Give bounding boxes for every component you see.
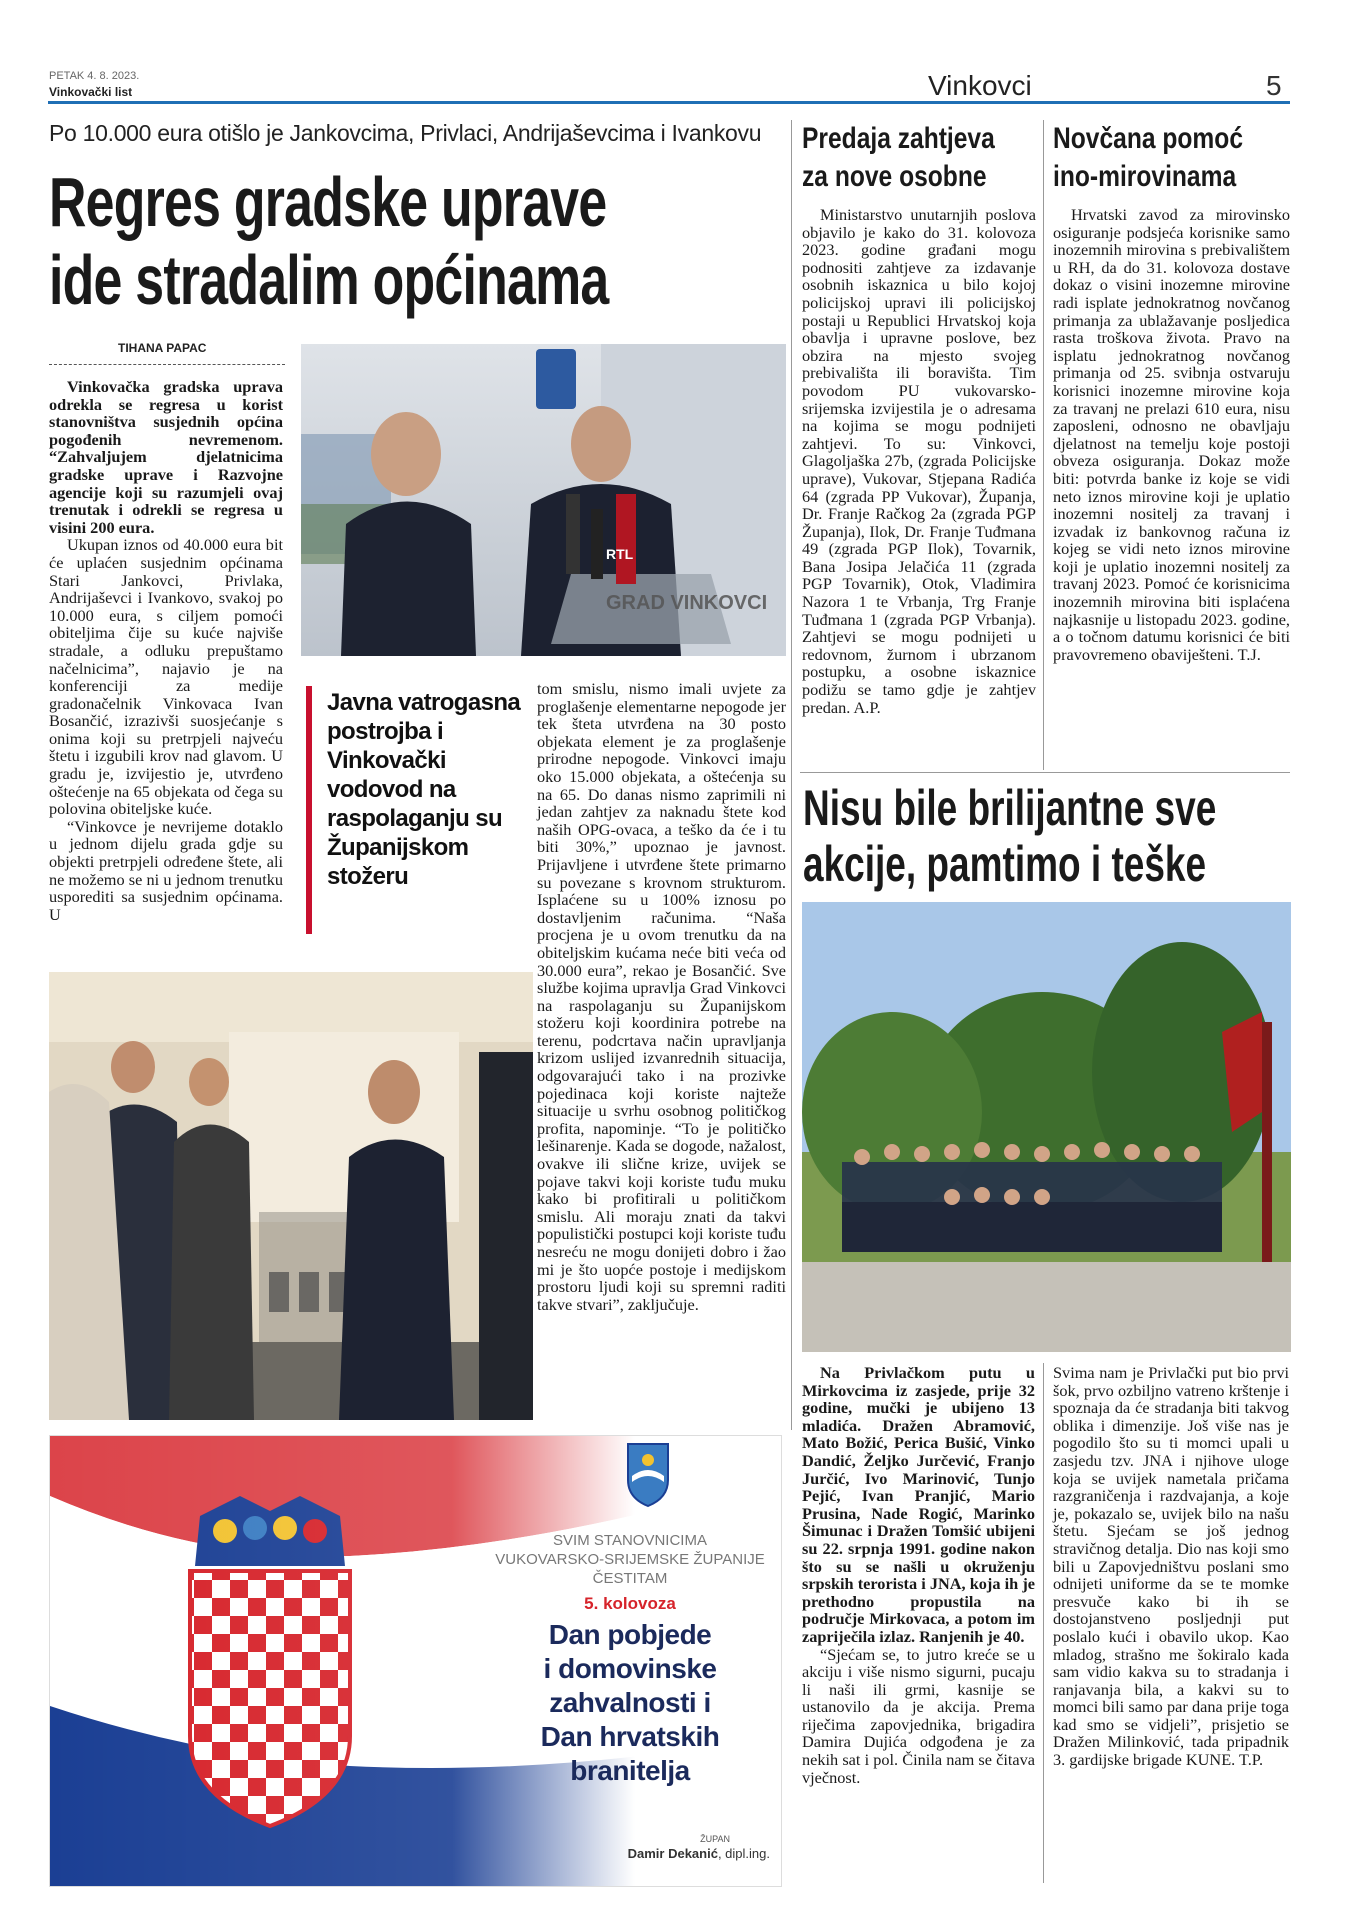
main-column-1 xyxy=(49,378,283,923)
byline-rule xyxy=(49,364,285,365)
divider-1 xyxy=(791,120,792,1430)
headline-line-1: Regres gradske uprave xyxy=(49,163,607,241)
box1-text: Ministarstvo unutarnjih poslova objavilo je kako do 31. kolovoza 2023. godine građani mogu podnositi zahtjeve za izdavanje osobnih iskaznica u bilo kojoj policijskoj upravi ili policijskoj postaji u Republici Hrvatskoj koja obavlja i upravne poslove, bez obzira na mjesto svojeg prebivališta ili boravišta. Tim povodom PU vukovarsko-srijemska izvijestila je o adresama na kojima se mogu podnijeti zahtjevi. To su: Vinkovci, Glagoljaška 27b, (zgrada Policijske uprave), Vukovar, Stjepana Radića 64 (zgrada PP Vukovar), Županja, Dr. Franje Račkog 2a (zgrada PGP Županja), Ilok, Dr. Franje Tuđmana 49 (zgrada PGP Ilok), Tovarnik, Bana Josipa Jelačića 11 (zgrada PGP Tovarnik), Otok, Vladimira Nazora 1 te Vrbanja, Trg Franje Tuđmana 1 (zgrada PGP Vrbanja). Zahtjevi se mogu podnijeti u redovnom, žurnom i ubrzanom postupku, a osobne iskaznice podižu se tamo gdje je zahtjev predan. A.P. xyxy=(802,205,1036,717)
main-paragraph-3: tom smislu, nismo imali uvjete za proglašenje elementarne nepogode jer tek šteta utvrđena na 30 posto objekata element je za proglašenje prirodne nepogode. Vinkovci imaju oko 15.000 objekata, a oštećenja su na 65. Do danas nismo zaprimili ni jedan zahtjev za naknadu štete kod naših OPG-ovaca, a teško da će i tu biti 30%,” upoznao je javnost. Prijavljene i utvrđene štete primarno su povezane s krovnom strukturom. Isplaćene su u 100% iznosu po dostavljenim računima. “Naša procjena je u ovom trenutku da na obiteljskim kućama neće biti veća od 30.000 eura”, rekao je Bosančić. Sve službe kojima upravlja Grad Vinkovci na raspolaganju su Županijskom stožeru koji koordinira potrebe na terenu, podcrtava način upravljanja krizom uslijed izvanrednih situacija, odgovarajući tako i na prozivke pojedinaca koji koriste najteže situacije u svrhu osobnog političkog profita, napominje. “To je političko lešinarenje. Kada se dogode, nažalost, ovakve ili slične krize, uvijek se pojave takvi koji koriste tuđu muku kako bi profitirali u političkom smislu. Ali moraju znati da takvi populistički postupci koji koriste tuđu nesreću ne mogu donijeti dobro i žao mi je što uopće postoje i medijskom prostoru ljudi koji su spremni raditi takve stvari”, zaključuje. xyxy=(537,679,786,1314)
story2-headline-line-1: Nisu bile brilijantne sve xyxy=(803,780,1217,836)
story2-paragraph-2: Svima nam je Privlački put bio prvi šok, prvo ozbiljno vatreno krštenje i spoznaja da će stradanja biti takvog oblika i dimenzije. Još više nas je pogodilo što su ti momci upali u zasjedu tzv. JNA i njihove uloge koja se uvijek nametala pričama razgraničenja i razdvajanja, a koje je, pokazalo se, uvijek bilo na našu štetu. Sjećam se još jednog stravičnog detalja. Dio nas koji smo bili u Zapovjedništvu poslani smo odnijeti uniforme da se te momke presvuče kako bi ih se dostojanstveno posljednji put poslalo kući i obavilo ukop. Kao mladog, strašno me šokiralo kada sam vidio kakva su to stradanja i ranjavanja bila, a kakvi su to momci bili samo par dana prije toga kad smo se vidjeli”, prisjetio se Dražen Milinković, tada pripadnik 3. gardijske brigade KUNE. T.P. xyxy=(1053,1363,1289,1770)
commemoration-photo xyxy=(802,902,1291,1352)
header-rule xyxy=(48,101,1290,104)
story2-paragraph-1: “Sjećam se, to jutro kreće se u akciju i više nismo sigurni, pucaju li naši ili grmi, kasnije se ustanovilo da je akcija. Prema riječima zapovjednika, brigadira Damira Dujića odgođena je za nekih sat i pol. Činila nam se čitava vječnost. xyxy=(802,1644,1035,1787)
story2-headline-line-2: akcije, pamtimo i teške xyxy=(803,836,1207,892)
story2-column-1 xyxy=(802,1364,1035,1786)
ad-date: 5. kolovoza xyxy=(584,1594,676,1613)
box1-title-line-2: za nove osobne xyxy=(802,160,987,193)
ad-title-line-5: branitelja xyxy=(570,1755,690,1786)
sidebar-title: Javna vatrogasna postrojba i Vinkovački vodovod na raspolaganju su Županijskom stožeru xyxy=(327,689,521,890)
ad-signature xyxy=(540,1846,770,1861)
ad-greeting-line-3: ČESTITAM xyxy=(592,1570,668,1587)
ad-title-line-1: Dan pobjede xyxy=(548,1619,712,1650)
ad-greeting-line-2: VUKOVARSKO-SRIJEMSKE ŽUPANIJE xyxy=(495,1551,765,1568)
divider-3 xyxy=(1043,1363,1044,1883)
story2-headline xyxy=(803,780,1293,890)
section-label: Vinkovci xyxy=(928,70,1032,101)
headline xyxy=(49,164,789,334)
box1-title-line-1: Predaja zahtjeva xyxy=(802,122,995,155)
ad-title-line-4: Dan hrvatskih xyxy=(540,1721,720,1752)
backdrop-label: GRAD VINKOVCI xyxy=(606,592,768,614)
story2-column-2 xyxy=(1053,1364,1289,1769)
box1-text-column xyxy=(802,206,1036,716)
divider-2 xyxy=(1043,120,1044,770)
main-paragraph-1: Ukupan iznos od 40.000 eura bit će uplaćen susjednim općinama Stari Jankovci, Privlaka, Andrijaševci i Ivankovo, svakoj po 10.000 eura, s ciljem pomoći obiteljima čije su kuće najviše stradale, a odluku prepuštamo načelnicima”, najavio je na konferenciji za medije gradonačelnik Vinkovaca Ivan Bosančić, izrazivši suosjećanje s onima koji su pretrpjeli najveću štetu i izgubili krov nad glavom. U gradu je, izvijestio je, utvrđeno oštećenje na 65 objekata od čega su polovina obiteljske kuće. xyxy=(49,535,283,819)
ad-title-line-2: i domovinske xyxy=(543,1653,717,1684)
ad-signature-suffix: , dipl.ing. xyxy=(717,1846,770,1861)
header-date: PETAK 4. 8. 2023. xyxy=(49,70,140,82)
press-conference-photo xyxy=(301,344,786,656)
indoor-visit-photo xyxy=(49,972,533,1420)
ad-title-line-3: zahvalnosti i xyxy=(549,1687,711,1718)
mic-label: RTL xyxy=(606,546,634,562)
box-bottom-rule xyxy=(800,772,1290,773)
main-paragraph-2: “Vinkovce je nevrijeme dotaklo u jednom dijelu grada gdje su objekti pretrpjeli određene štete, ali ne možemo se ni u jednom trenutku usporediti sa susjednim općinama. U xyxy=(49,816,283,924)
ad-signature-role: ŽUPAN xyxy=(700,1834,730,1844)
box2-title-line-2: ino-mirovinama xyxy=(1053,160,1237,193)
main-column-3 xyxy=(537,680,786,1313)
box2-title xyxy=(1053,120,1291,200)
box2-title-line-1: Novčana pomoć xyxy=(1053,122,1244,155)
box1-title xyxy=(802,120,1038,200)
ad-greeting-line-1: SVIM STANOVNICIMA xyxy=(553,1532,707,1549)
box2-text: Hrvatski zavod za mirovinsko osiguranje podsjeća korisnike samo inozemnih mirovina s prebivalištem u RH, da do 31. kolovoza dostave dokaz o visini inozemne mirovine radi isplate jednokratnog novčanog primanja za ublažavanje posljedica rasta troškova života. Pravo na isplatu jednokratnog novčanog primanja od 25. svibnja ostvaruju korisnici inozemne mirovine koja za travanj ne prelazi 610 eura, nisu zaposleni, odnosno ne obavljaju djelatnost na temelju koje postoji obveza osiguranja. Dokaz može biti: potvrda banke iz koje se vidi neto iznos mirovine koji je uplatio inozemni nositelj za travanj i izvadak iz bankovnog računa iz kojeg se vidi neto iznos mirovine koji je uplatio inozemni nositelj za travanj 2023. Pomoć će korisnicima inozemnih mirovina biti isplaćena najkasnije u listopadu 2023. godine, a o točnom datumu korisnici će biti pravovremeno obaviješteni. T.J. xyxy=(1053,205,1290,664)
holiday-advertisement xyxy=(49,1435,782,1887)
header-paper: Vinkovački list xyxy=(49,85,133,99)
page-number: 5 xyxy=(1266,70,1282,101)
main-lead: Vinkovačka gradska uprava odrekla se regresa u korist stanovništva susjednih općina pogođenih nevremenom. “Zahvaljujem djelatnicima gradske uprave i Razvojne agencije koji su razumjeli ovaj trenutak i odrekli se regresa u visini 200 eura. xyxy=(49,377,283,537)
box2-text-column xyxy=(1053,206,1290,663)
story2-lead: Na Privlačkom putu u Mirkovcima iz zasjede, prije 32 godine, mučki je ubijeno 13 mladića. Dražen Abramović, Mato Božić, Perica Bušić, Vinko Dandić, Željko Jurčević, Franjo Jurčić, Ivo Marinović, Tunjo Pejić, Ivan Pranjić, Mario Prusina, Nade Rogić, Marinko Šimunac i Dražen Tomšić ubijeni su 22. srpnja 1991. godine nakon što su se našli u okruženju srpskih terorista i JNA, koja ih je prethodno propustila na područje Mirkovaca, a potom im zapriječila izlaz. Ranjenih je 40. xyxy=(802,1363,1035,1646)
sidebar-red-bar xyxy=(306,686,312,934)
author-byline: TIHANA PAPAC xyxy=(118,341,207,355)
ad-signature-name: Damir Dekanić xyxy=(627,1846,718,1861)
county-coat-of-arms xyxy=(628,1444,668,1506)
headline-line-2: ide stradalim općinama xyxy=(49,241,609,319)
kicker: Po 10.000 eura otišlo je Jankovcima, Privlaci, Andrijaševcima i Ivankovu xyxy=(49,120,762,146)
